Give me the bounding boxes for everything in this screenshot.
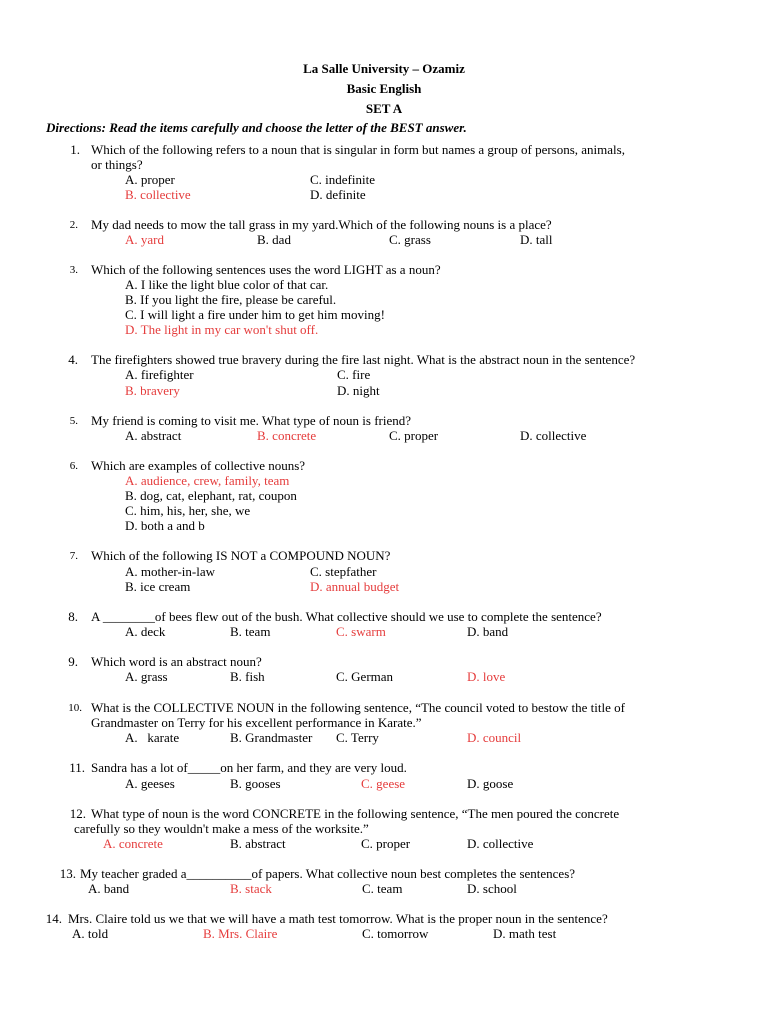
option: C. proper (389, 428, 439, 443)
option: D. definite (310, 187, 366, 202)
question-number: 8. (68, 609, 78, 624)
question-text: My friend is coming to visit me. What type of noun is friend? (91, 413, 412, 428)
question-text: The firefighters showed true bravery during the fire last night. What is the abstract noun in the sentence? (91, 352, 636, 367)
option: C. fire (337, 367, 371, 382)
option: B. ice cream (125, 579, 191, 594)
school-name: La Salle University – Ozamiz (303, 61, 465, 76)
question-number: 5. (69, 415, 78, 427)
option: D. both a and b (125, 518, 205, 533)
option-correct: D. The light in my car won't shut off. (125, 322, 319, 337)
option: C. I will light a fire under him to get him moving! (125, 307, 385, 322)
question-text-cont: carefully so they wouldn't make a mess of the worksite.” (74, 821, 369, 836)
question-text: Which are examples of collective nouns? (91, 458, 306, 473)
option: C. proper (361, 836, 411, 851)
option-correct: D. council (467, 730, 522, 745)
question-number: 13. (59, 866, 76, 881)
option-correct: B. stack (230, 881, 272, 896)
option: A. abstract (125, 428, 182, 443)
option: D. night (337, 383, 380, 398)
option: D. math test (493, 926, 557, 941)
option-correct: D. love (467, 669, 506, 684)
option: A. geeses (125, 776, 175, 791)
question-number: 6. (69, 460, 78, 472)
option: A. band (88, 881, 130, 896)
question-text: Which of the following sentences uses the word LIGHT as a noun? (91, 262, 441, 277)
option: C. German (336, 669, 394, 684)
option-correct: A. audience, crew, family, team (125, 473, 290, 488)
question-number: 10. (68, 702, 82, 714)
question-text: Which of the following IS NOT a COMPOUND NOUN? (91, 548, 391, 563)
question-number: 9. (68, 654, 78, 669)
option: D. school (467, 881, 517, 896)
question-number: 2. (69, 219, 78, 231)
option: D. goose (467, 776, 514, 791)
option: C. him, his, her, she, we (125, 503, 251, 518)
question-text: A ________of bees flew out of the bush. What collective should we use to complete the sentence? (91, 609, 602, 624)
option-correct: A. concrete (103, 836, 163, 851)
question-text: Which word is an abstract noun? (91, 654, 262, 669)
set-label: SET A (365, 101, 403, 116)
option: D. tall (520, 232, 553, 247)
option: A. deck (125, 624, 166, 639)
option: A. proper (125, 172, 175, 187)
option: B. team (230, 624, 271, 639)
option-correct: B. Mrs. Claire (203, 926, 278, 941)
option-correct: B. collective (125, 187, 191, 202)
option: C. tomorrow (362, 926, 429, 941)
option: A. I like the light blue color of that car. (125, 277, 329, 292)
option: C. grass (389, 232, 431, 247)
question-text: My dad needs to mow the tall grass in my yard.Which of the following nouns is a place? (91, 217, 552, 232)
question-number: 14. (45, 911, 62, 926)
question-number: 7. (69, 550, 78, 562)
question-number: 1. (70, 142, 80, 157)
question-number: 4. (68, 352, 78, 367)
option: A. mother-in-law (125, 564, 215, 579)
option-correct: C. swarm (336, 624, 386, 639)
directions: Directions: Read the items carefully and choose the letter of the BEST answer. (46, 120, 467, 135)
question-number: 11. (69, 760, 85, 775)
question-text: What is the COLLECTIVE NOUN in the following sentence, “The council voted to bestow the title of (91, 700, 625, 715)
option: D. collective (467, 836, 534, 851)
option: D. collective (520, 428, 587, 443)
option: C. Terry (336, 730, 379, 745)
option: B. Grandmaster (230, 730, 313, 745)
option: B. If you light the fire, please be careful. (125, 292, 337, 307)
question-text: Sandra has a lot of_____on her farm, and they are very loud. (91, 760, 407, 775)
option-correct: B. concrete (257, 428, 317, 443)
question-number: 3. (69, 264, 78, 276)
option: A. firefighter (125, 367, 194, 382)
option: B. gooses (230, 776, 281, 791)
option: C. team (362, 881, 403, 896)
option: D. band (467, 624, 509, 639)
question-text: Which of the following refers to a noun that is singular in form but names a group of persons, animals, (91, 142, 625, 157)
question-number: 12. (69, 806, 86, 821)
option: B. abstract (230, 836, 286, 851)
subject-title: Basic English (346, 81, 422, 96)
question-text: My teacher graded a__________of papers. What collective noun best completes the sentences? (80, 866, 576, 881)
question-text-cont: Grandmaster on Terry for his excellent performance in Karate.” (91, 715, 422, 730)
option: C. stepfather (310, 564, 377, 579)
option: B. fish (230, 669, 265, 684)
option-correct: D. annual budget (310, 579, 400, 594)
question-text-cont: or things? (91, 157, 143, 172)
question-text: What type of noun is the word CONCRETE in the following sentence, “The men poured the concrete (91, 806, 620, 821)
option: B. dad (257, 232, 291, 247)
option: A. grass (125, 669, 168, 684)
question-text: Mrs. Claire told us we that we will have a math test tomorrow. What is the proper noun in the sentence? (68, 911, 608, 926)
option-correct: A. yard (125, 232, 164, 247)
option: B. dog, cat, elephant, rat, coupon (125, 488, 297, 503)
option-correct: C. geese (361, 776, 406, 791)
option: A. karate (125, 730, 180, 745)
option-correct: B. bravery (125, 383, 180, 398)
option: A. told (72, 926, 109, 941)
option: C. indefinite (310, 172, 375, 187)
